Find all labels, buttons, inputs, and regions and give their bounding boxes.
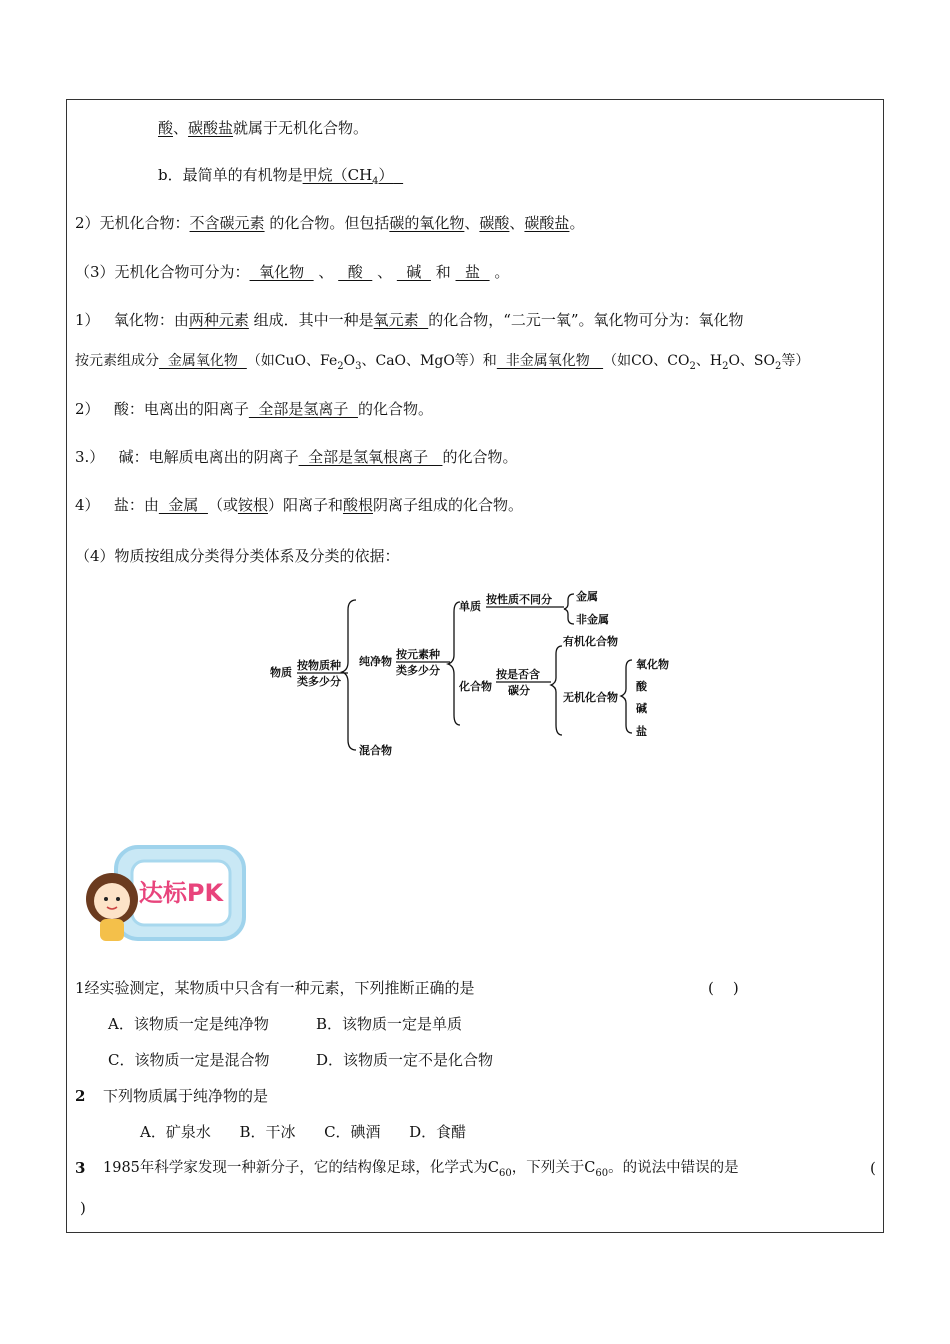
- blank: 铵根: [237, 496, 268, 514]
- text: 。: [569, 214, 585, 232]
- blank: 盐: [455, 263, 490, 281]
- option-c: C．该物质一定是混合物: [108, 1051, 270, 1069]
- question-2-number: 2: [75, 1087, 86, 1105]
- text: 4） 盐：由: [75, 496, 159, 514]
- node-salt: 盐: [636, 725, 647, 738]
- basis-2a: 按元素种: [396, 648, 440, 661]
- question-3-text: [103, 1158, 739, 1184]
- basis-4a: 按是否含: [496, 668, 540, 681]
- node-organic: 有机化合物: [563, 635, 618, 648]
- answer-paren: ( ): [708, 979, 739, 997]
- text: O、SO: [728, 353, 775, 369]
- classification-diagram: [270, 590, 690, 765]
- blank: 全部是氢氧根离子: [298, 448, 443, 466]
- text: b．最简单的有机物是: [158, 166, 303, 184]
- sep: 、: [377, 263, 393, 281]
- blank: 全部是氢离子: [248, 400, 358, 418]
- option-d: D．该物质一定不是化合物: [316, 1051, 494, 1069]
- text: 3.） 碱：电解质电离出的阴离子: [75, 448, 299, 466]
- text: （如CuO、Fe: [246, 353, 338, 369]
- text: ，下列关于C: [511, 1160, 596, 1176]
- text: 。: [494, 263, 510, 281]
- subscript: 2: [689, 360, 696, 372]
- line-1: [158, 118, 368, 138]
- blank: 碱: [396, 263, 431, 281]
- bracket-compound: [551, 646, 562, 735]
- text: （如CO、CO: [603, 353, 690, 369]
- blank: 非金属氧化物: [496, 353, 604, 369]
- basis-2b: 类多少分: [396, 664, 440, 677]
- node-compound: 化合物: [459, 680, 492, 693]
- text: （3）无机化合物可分为：: [75, 263, 250, 281]
- text: 、H: [695, 353, 723, 369]
- subscript: 2: [774, 360, 782, 372]
- text: ）: [378, 166, 394, 184]
- subscript: 2: [337, 360, 344, 372]
- basis-1a: 按物质种: [297, 659, 341, 672]
- option-a: A．该物质一定是纯净物: [108, 1015, 269, 1033]
- node-inorganic: 无机化合物: [563, 691, 618, 704]
- node-element: 单质: [459, 600, 481, 613]
- bracket-elem: [564, 594, 574, 624]
- line-8: [75, 447, 517, 467]
- blank: 碳的氧化物: [389, 214, 465, 232]
- sep: 、: [318, 263, 334, 281]
- text: 组成．其中一种是: [253, 311, 374, 329]
- sep: 、: [509, 214, 525, 232]
- blank: 酸: [338, 263, 373, 281]
- pk-badge-illustration: [82, 843, 248, 947]
- text: 等）: [781, 353, 810, 369]
- bracket-root: [342, 600, 356, 750]
- node-base: 碱: [636, 702, 647, 715]
- question-1: [75, 978, 475, 998]
- answer-paren-open: (: [870, 1159, 876, 1177]
- text: 2）无机化合物：: [75, 214, 190, 232]
- question-2-options: A．矿泉水 B．干冰 C．碘酒 D．食醋: [140, 1123, 467, 1141]
- node-nonmetal: 非金属: [576, 613, 609, 626]
- blank: 金属: [158, 496, 208, 514]
- subscript: 2: [722, 360, 729, 372]
- girl-face: [94, 883, 130, 919]
- blank: 碳酸盐: [524, 214, 570, 232]
- question-2-text: 下列物质属于纯净物的是: [103, 1087, 269, 1105]
- line-2: [158, 165, 403, 192]
- answer-paren-close: ): [80, 1199, 86, 1217]
- text: 甲烷（CH: [302, 166, 373, 184]
- text: （或: [207, 496, 238, 514]
- basis-3: 按性质不同分: [486, 593, 552, 606]
- text: 2） 酸：电离出的阳离子: [75, 400, 249, 418]
- node-pure: 纯净物: [359, 655, 392, 668]
- sep: 、: [173, 119, 189, 137]
- text: 、CaO、MgO等）和: [361, 353, 497, 369]
- blank: 金属氧化物: [159, 353, 247, 369]
- badge-title: 达标PK: [138, 879, 224, 907]
- subscript: 60: [595, 1167, 609, 1179]
- line-4: [75, 262, 509, 282]
- question-3-number: 3: [75, 1159, 86, 1177]
- node-acid: 酸: [636, 680, 647, 693]
- line-3: [75, 213, 584, 233]
- line-5: [75, 310, 744, 330]
- node-oxide: 氧化物: [636, 658, 669, 671]
- line-9: [75, 495, 523, 515]
- text: 的化合物，“二元一氧”。氧化物可分为：氧化物: [428, 311, 744, 329]
- text-carbonate: 碳酸盐: [188, 119, 234, 137]
- subscript: 60: [499, 1167, 512, 1179]
- blank: 不含碳元素: [189, 214, 265, 232]
- line-10: [75, 546, 400, 566]
- text: O: [343, 353, 356, 369]
- bracket-pure: [448, 602, 460, 725]
- blank: 酸根: [342, 496, 373, 514]
- text: 的化合物。: [442, 448, 518, 466]
- option-b: B．该物质一定是单质: [316, 1015, 463, 1033]
- blank: 氧化物: [249, 263, 314, 281]
- text-methane: [302, 166, 404, 187]
- text: 1985年科学家发现一种新分子，它的结构像足球，化学式为C: [103, 1160, 499, 1176]
- line-7: [75, 399, 433, 419]
- basis-4b: 碳分: [508, 684, 530, 697]
- question-text: 1经实验测定，某物质中只含有一种元素，下列推断正确的是: [75, 979, 475, 997]
- text: 就属于无机化合物。: [233, 119, 369, 137]
- node-substance: 物质: [270, 666, 292, 679]
- subscript: 4: [372, 176, 379, 187]
- blank: 两种元素: [188, 311, 249, 329]
- line-6: [75, 351, 809, 377]
- text: ）阳离子和: [267, 496, 343, 514]
- basis-1b: 类多少分: [297, 675, 341, 688]
- girl-dress: [100, 919, 124, 941]
- node-metal: 金属: [576, 590, 598, 603]
- text: （4）物质按组成分类得分类体系及分类的依据：: [75, 547, 400, 565]
- text: 阴离子组成的化合物。: [373, 496, 524, 514]
- text: 1） 氧化物：由: [75, 311, 189, 329]
- subscript: 3: [355, 360, 362, 372]
- text: 的化合物。: [357, 400, 433, 418]
- bracket-inorganic: [621, 660, 632, 733]
- sep: 、: [464, 214, 480, 232]
- text: 按元素组成分: [75, 353, 159, 369]
- blank: 碳酸: [479, 214, 510, 232]
- text: 和: [435, 263, 451, 281]
- text: 的化合物。但包括: [269, 214, 390, 232]
- blank: 氧元素: [373, 311, 429, 329]
- text: 。的说法中错误的是: [608, 1160, 739, 1176]
- node-mixture: 混合物: [359, 744, 392, 757]
- text-acid: 酸: [158, 119, 174, 137]
